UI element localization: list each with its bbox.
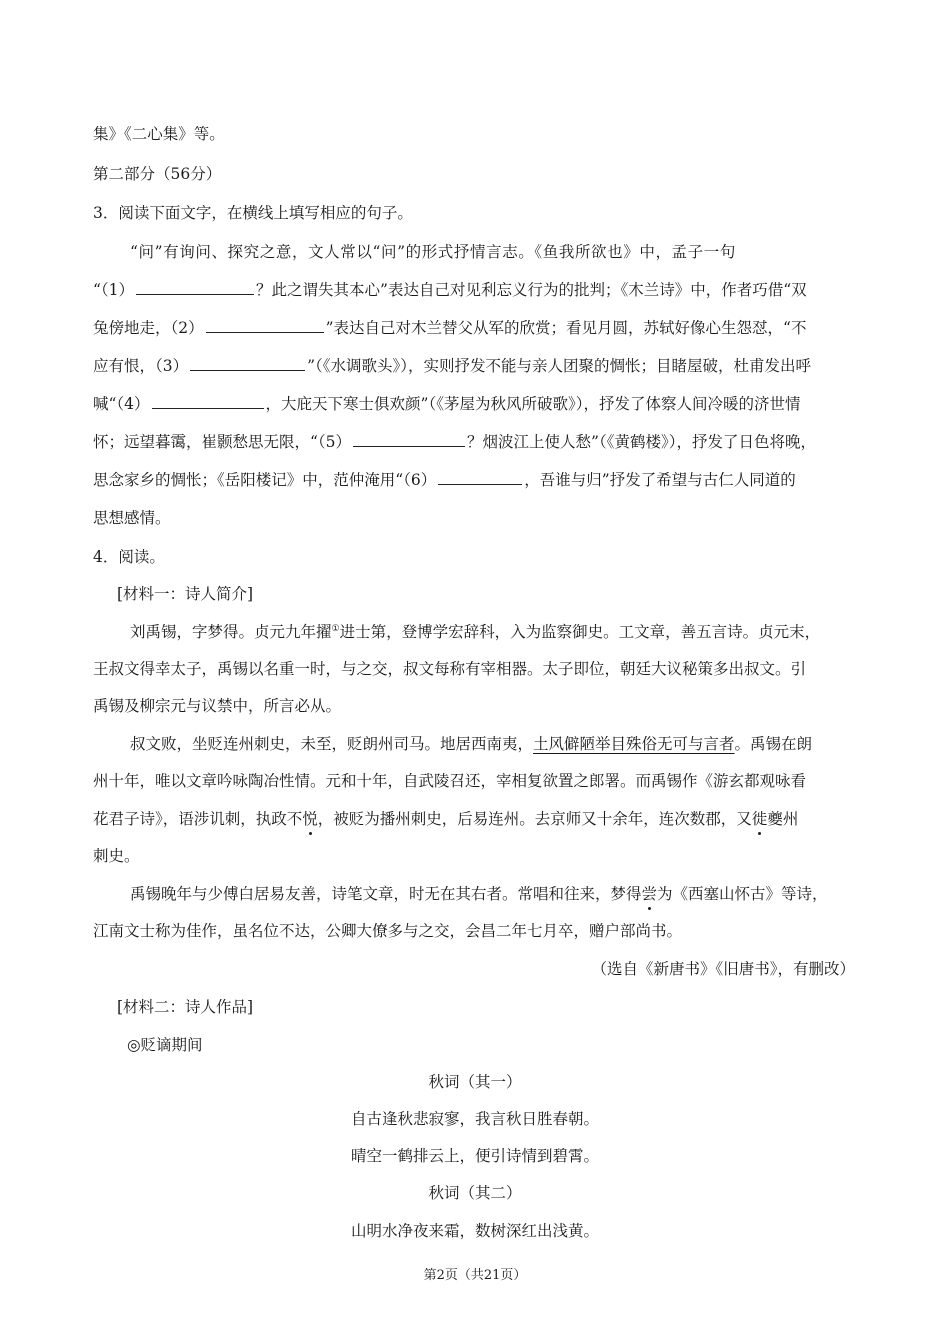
passage-text: ，大庇天下寒士俱欢颜”（《茅屋为秋风所破歌》），抒发了体察人间冷暖的济世情 — [265, 395, 801, 413]
underlined-sentence: 土风僻陋举目殊俗无可与言者 — [533, 735, 735, 753]
material-1-line: 禹锡及柳宗元与议禁中，所言必从。 — [93, 697, 342, 715]
poem-title: 秋词（其二） — [428, 1184, 522, 1202]
material-1-line: 州十年，唯以文章吟咏陶冶性情。元和十年，自武陵召还，宰相复欲置之郎署。而禹锡作《游玄都观咏看 — [93, 772, 807, 790]
passage-line: 思想感情。 — [93, 509, 171, 527]
text-line: 集》《二心集》等。 — [93, 125, 225, 143]
answer-blank-1[interactable] — [136, 280, 254, 295]
material-1-line — [130, 620, 820, 642]
material-1-line: 江南文士称为佳作，虽名位不达，公卿大僚多与之交，会昌二年七月卒，赠户部尚书。 — [93, 922, 683, 940]
passage-text: ？烟波江上使人愁”（《黄鹤楼》），抒发了日色将晚， — [467, 433, 816, 451]
blank-label: 兔傍地走，（2） — [93, 319, 204, 337]
passage-text: ？此之谓失其本心”表达自己对见利忘义行为的批判；《木兰诗》中，作者巧借“双 — [256, 281, 807, 299]
passage-line — [93, 316, 806, 338]
answer-blank-2[interactable] — [206, 318, 324, 333]
question-4-prompt: 4．阅读。 — [93, 548, 165, 566]
blank-label: 怀；远望暮霭，崔颢愁思无限，“（5） — [93, 433, 352, 451]
passage-line — [93, 430, 816, 452]
poem-line: 晴空一鹤排云上，便引诗情到碧霄。 — [350, 1147, 599, 1165]
dotted-character: 悦 — [302, 807, 318, 829]
poem-title: 秋词（其一） — [428, 1073, 522, 1091]
passage-line — [93, 392, 800, 414]
blank-label: 喊“（4） — [93, 395, 150, 413]
blank-label: 思念家乡的惆怅；《岳阳楼记》中，范仲淹用“（6） — [93, 471, 437, 489]
passage-line — [93, 278, 807, 300]
subsection-heading: ◎贬谪期间 — [127, 1036, 203, 1054]
text-span: 。禹锡在朗 — [734, 735, 813, 753]
passage-line: “问”有询问、探究之意，文人常以“问”的形式抒情言志。《鱼我所欲也》中，孟子一句 — [130, 243, 736, 261]
text-span: 为《西塞山怀古》等诗， — [657, 885, 828, 903]
source-citation: （选自《新唐书》《旧唐书》，有删改） — [591, 960, 855, 978]
material-2-heading: [材料二：诗人作品] — [117, 998, 254, 1016]
dotted-character: 徙 — [752, 807, 768, 829]
dotted-character: 尝 — [642, 882, 658, 904]
answer-blank-4[interactable] — [152, 394, 264, 409]
material-1-line — [130, 882, 828, 904]
material-1-line: 王叔文得幸太子，禹锡以名重一时，与之交，叔文每称有宰相器。太子即位，朝廷大议秘策多出叔文。引 — [93, 660, 807, 678]
poem-line: 山明水净夜来霜，数树深红出浅黄。 — [350, 1222, 599, 1240]
text-span: 禹锡晚年与少傅白居易友善，诗笔文章，时无在其右者。常唱和往来，梦得 — [130, 885, 642, 903]
material-1-line — [130, 732, 812, 754]
passage-line — [93, 468, 796, 490]
answer-blank-5[interactable] — [353, 432, 465, 447]
text-span: 刘禹锡，字梦得。贞元九年擢 — [130, 623, 332, 641]
poem-line: 自古逢秋悲寂寥，我言秋日胜春朝。 — [350, 1110, 599, 1128]
answer-blank-6[interactable] — [438, 470, 522, 485]
text-span: 叔文败，坐贬连州刺史，未至，贬朗州司马。地居西南夷， — [130, 735, 534, 753]
page-number: 第2页（共21页） — [423, 1268, 527, 1283]
passage-line — [93, 354, 811, 376]
question-3-prompt: 3．阅读下面文字，在横线上填写相应的句子。 — [93, 204, 413, 222]
text-span: 夔州 — [767, 810, 799, 828]
footnote-marker[interactable]: ① — [331, 623, 340, 634]
blank-label: “（1） — [93, 281, 135, 299]
text-span: ，被贬为播州刺史，后易连州。去京师又十余年，连次数郡，又 — [317, 810, 752, 828]
answer-blank-3[interactable] — [190, 356, 305, 371]
material-1-line: 刺史。 — [93, 847, 140, 865]
text-span: 进士第，登博学宏辞科，入为监察御史。工文章，善五言诗。贞元末， — [339, 623, 821, 641]
material-1-heading: [材料一：诗人简介] — [117, 585, 254, 603]
blank-label: 应有恨，（3） — [93, 357, 189, 375]
passage-text: ，吾谁与归”抒发了希望与古仁人同道的 — [524, 471, 796, 489]
material-1-line — [93, 807, 798, 829]
section-heading: 第二部分（56分） — [93, 165, 222, 183]
passage-text: ”（《水调歌头》），实则抒发不能与亲人团聚的惆怅；目睹屋破，杜甫发出呼 — [307, 357, 812, 375]
passage-text: ”表达自己对木兰替父从军的欣赏；看见月圆，苏轼好像心生怨怼，“不 — [325, 319, 807, 337]
text-span: 花君子诗》，语涉讥刺，执政不 — [93, 810, 303, 828]
